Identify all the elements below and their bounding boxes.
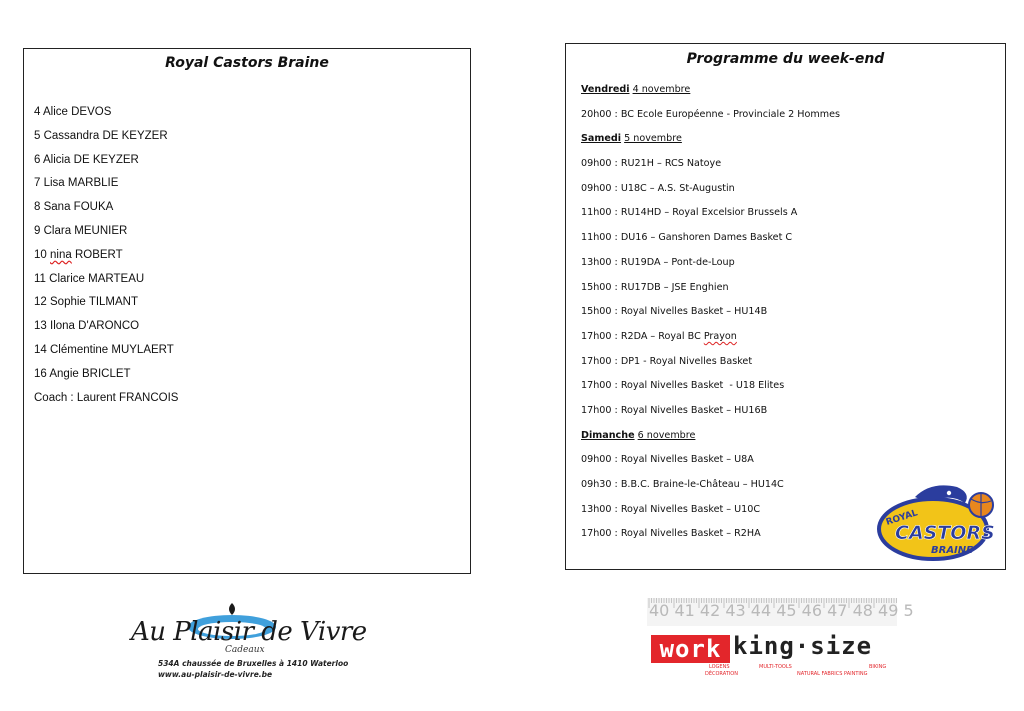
plaisir-website: www.au-plaisir-de-vivre.be <box>158 670 273 679</box>
day-name: Dimanche <box>581 429 635 441</box>
schedule-day-header <box>581 133 991 158</box>
roster-list <box>34 105 178 414</box>
player-number: 11 <box>34 272 46 285</box>
player-last-name: MARTEAU <box>88 272 145 285</box>
player-last-name: DEVOS <box>71 106 112 118</box>
game-text: 09h00 : Royal Nivelles Basket – U8A <box>581 454 754 466</box>
day-date: 4 novembre <box>632 84 691 95</box>
roster-player <box>34 248 178 272</box>
player-number: 5 <box>34 129 41 142</box>
game-text: 20h00 : BC Ecole Européenne - Provinciale 2 Hommes <box>581 108 840 120</box>
plaisir-name: Au Plaisir de Vivre <box>131 617 367 647</box>
roster-player <box>34 319 178 343</box>
player-last-name: BRICLET <box>81 367 131 380</box>
schedule-game <box>581 183 991 208</box>
player-first-name: Lisa <box>43 177 65 190</box>
player-last-name: TILMANT <box>88 296 139 309</box>
player-first-name: Ilona <box>50 320 75 333</box>
schedule-game <box>581 282 991 307</box>
schedule-game <box>581 109 991 134</box>
player-first-name: Sana <box>43 201 71 214</box>
schedule-game <box>581 331 991 356</box>
working-size-word-box: work <box>651 635 730 663</box>
ruler-numbers: 40 41 42 43 44 45 46 47 48 49 5 <box>649 601 914 620</box>
player-last-name: MARBLIE <box>67 177 119 190</box>
game-text: 13h00 : Royal Nivelles Basket – U10C <box>581 503 761 515</box>
game-text: 17h00 : Royal Nivelles Basket – R2HA <box>581 528 761 540</box>
roster-panel <box>23 48 471 574</box>
roster-player <box>34 200 178 224</box>
roster-player <box>34 224 178 248</box>
working-tag-1: LOGENS <box>709 664 730 670</box>
player-number: 6 <box>34 153 41 166</box>
game-text: 15h00 : Royal Nivelles Basket – HU14B <box>581 306 768 318</box>
game-text: 17h00 : DP1 - Royal Nivelles Basket <box>581 355 753 367</box>
player-first-name: nina <box>50 248 72 261</box>
game-text: 09h00 : U18C – A.S. St-Augustin <box>581 182 735 194</box>
game-text: 17h00 : Royal Nivelles Basket - U18 Elites <box>581 380 785 392</box>
day-date: 5 novembre <box>624 133 682 145</box>
roster-player <box>34 343 178 367</box>
player-number: 4 <box>34 106 41 118</box>
royal-castors-braine-logo <box>873 481 999 565</box>
roster-player <box>34 129 178 153</box>
player-first-name: Sophie <box>50 296 86 309</box>
castors-logo-line1: ROYAL <box>884 508 919 528</box>
roster-coach <box>34 391 178 415</box>
player-number: 13 <box>34 320 47 333</box>
player-number: 7 <box>34 177 41 190</box>
schedule-game <box>581 454 991 479</box>
working-tag-3: MULTI-TOOLS <box>759 664 792 670</box>
game-text: 17h00 : Royal Nivelles Basket – HU16B <box>581 404 768 416</box>
day-name: Vendredi <box>581 84 630 95</box>
schedule-game <box>581 257 991 282</box>
roster-player <box>34 272 178 296</box>
player-last-name: MUYLAERT <box>111 343 174 356</box>
plaisir-subtitle: Cadeaux <box>225 645 265 655</box>
working-tag-5: BIKING <box>869 664 887 670</box>
player-last-name: DE KEYZER <box>73 153 139 166</box>
player-first-name: Clarice <box>49 272 85 285</box>
roster-title: Royal Castors Braine <box>165 55 329 71</box>
game-text: 17h00 : R2DA – Royal BC <box>581 330 704 342</box>
player-first-name: Clara <box>43 224 72 237</box>
schedule-game <box>581 356 991 381</box>
working-size-word-rest: king·size <box>733 632 873 660</box>
game-text: 11h00 : DU16 – Ganshoren Dames Basket C <box>581 232 793 244</box>
player-number: 10 <box>34 248 47 261</box>
schedule-game <box>581 207 991 232</box>
game-text: 13h00 : RU19DA – Pont-de-Loup <box>581 256 735 268</box>
roster-player <box>34 153 178 177</box>
schedule-game <box>581 405 991 430</box>
player-last-name: FOUKA <box>73 201 114 214</box>
player-number: 12 <box>34 296 47 309</box>
working-size-logo <box>647 598 914 680</box>
game-opponent-flagged: Prayon <box>703 330 737 342</box>
game-text: 09h00 : RU21H – RCS Natoye <box>581 158 722 170</box>
player-number: 8 <box>34 201 41 214</box>
player-number: 16 <box>34 367 47 380</box>
schedule-game <box>581 158 991 183</box>
player-last-name: ROBERT <box>74 248 123 261</box>
day-name: Samedi <box>581 133 622 145</box>
working-tag-4: NATURAL FABRICS PAINTING <box>797 671 868 677</box>
player-last-name: DE KEYZER <box>102 129 168 142</box>
roster-player <box>34 105 178 129</box>
day-date: 6 novembre <box>637 429 696 441</box>
schedule-title: Programme du week-end <box>686 51 885 67</box>
player-first-name: Clémentine <box>50 343 109 356</box>
working-tag-2: DÉCORATION <box>705 671 738 677</box>
castors-logo-line2: CASTORS <box>895 522 995 544</box>
schedule-panel <box>565 43 1006 570</box>
au-plaisir-de-vivre-logo <box>128 599 378 685</box>
game-text: 09h30 : B.B.C. Braine-le-Château – HU14C <box>581 479 784 490</box>
schedule-day-header <box>581 84 991 109</box>
castors-logo-line3: BRAINE <box>931 545 973 556</box>
plaisir-address: 534A chaussée de Bruxelles à 1410 Waterloo <box>158 659 349 668</box>
player-first-name: Alice <box>42 106 68 118</box>
player-last-name: MEUNIER <box>74 224 128 237</box>
schedule-game <box>581 232 991 257</box>
schedule-game <box>581 306 991 331</box>
roster-player <box>34 176 178 200</box>
coach-label: Coach : <box>34 391 74 404</box>
schedule-day-header <box>581 430 991 455</box>
player-first-name: Angie <box>49 367 79 380</box>
player-number: 14 <box>34 343 47 356</box>
player-number: 9 <box>34 224 41 237</box>
player-first-name: Cassandra <box>43 129 100 142</box>
player-last-name: D'ARONCO <box>78 320 140 333</box>
schedule-game <box>581 380 991 405</box>
player-first-name: Alicia <box>42 153 71 166</box>
game-text: 11h00 : RU14HD – Royal Excelsior Brussels A <box>581 207 798 219</box>
roster-player <box>34 295 178 319</box>
game-text: 15h00 : RU17DB – JSE Enghien <box>581 281 729 293</box>
roster-player <box>34 367 178 391</box>
coach-name: Laurent FRANCOIS <box>76 391 179 404</box>
